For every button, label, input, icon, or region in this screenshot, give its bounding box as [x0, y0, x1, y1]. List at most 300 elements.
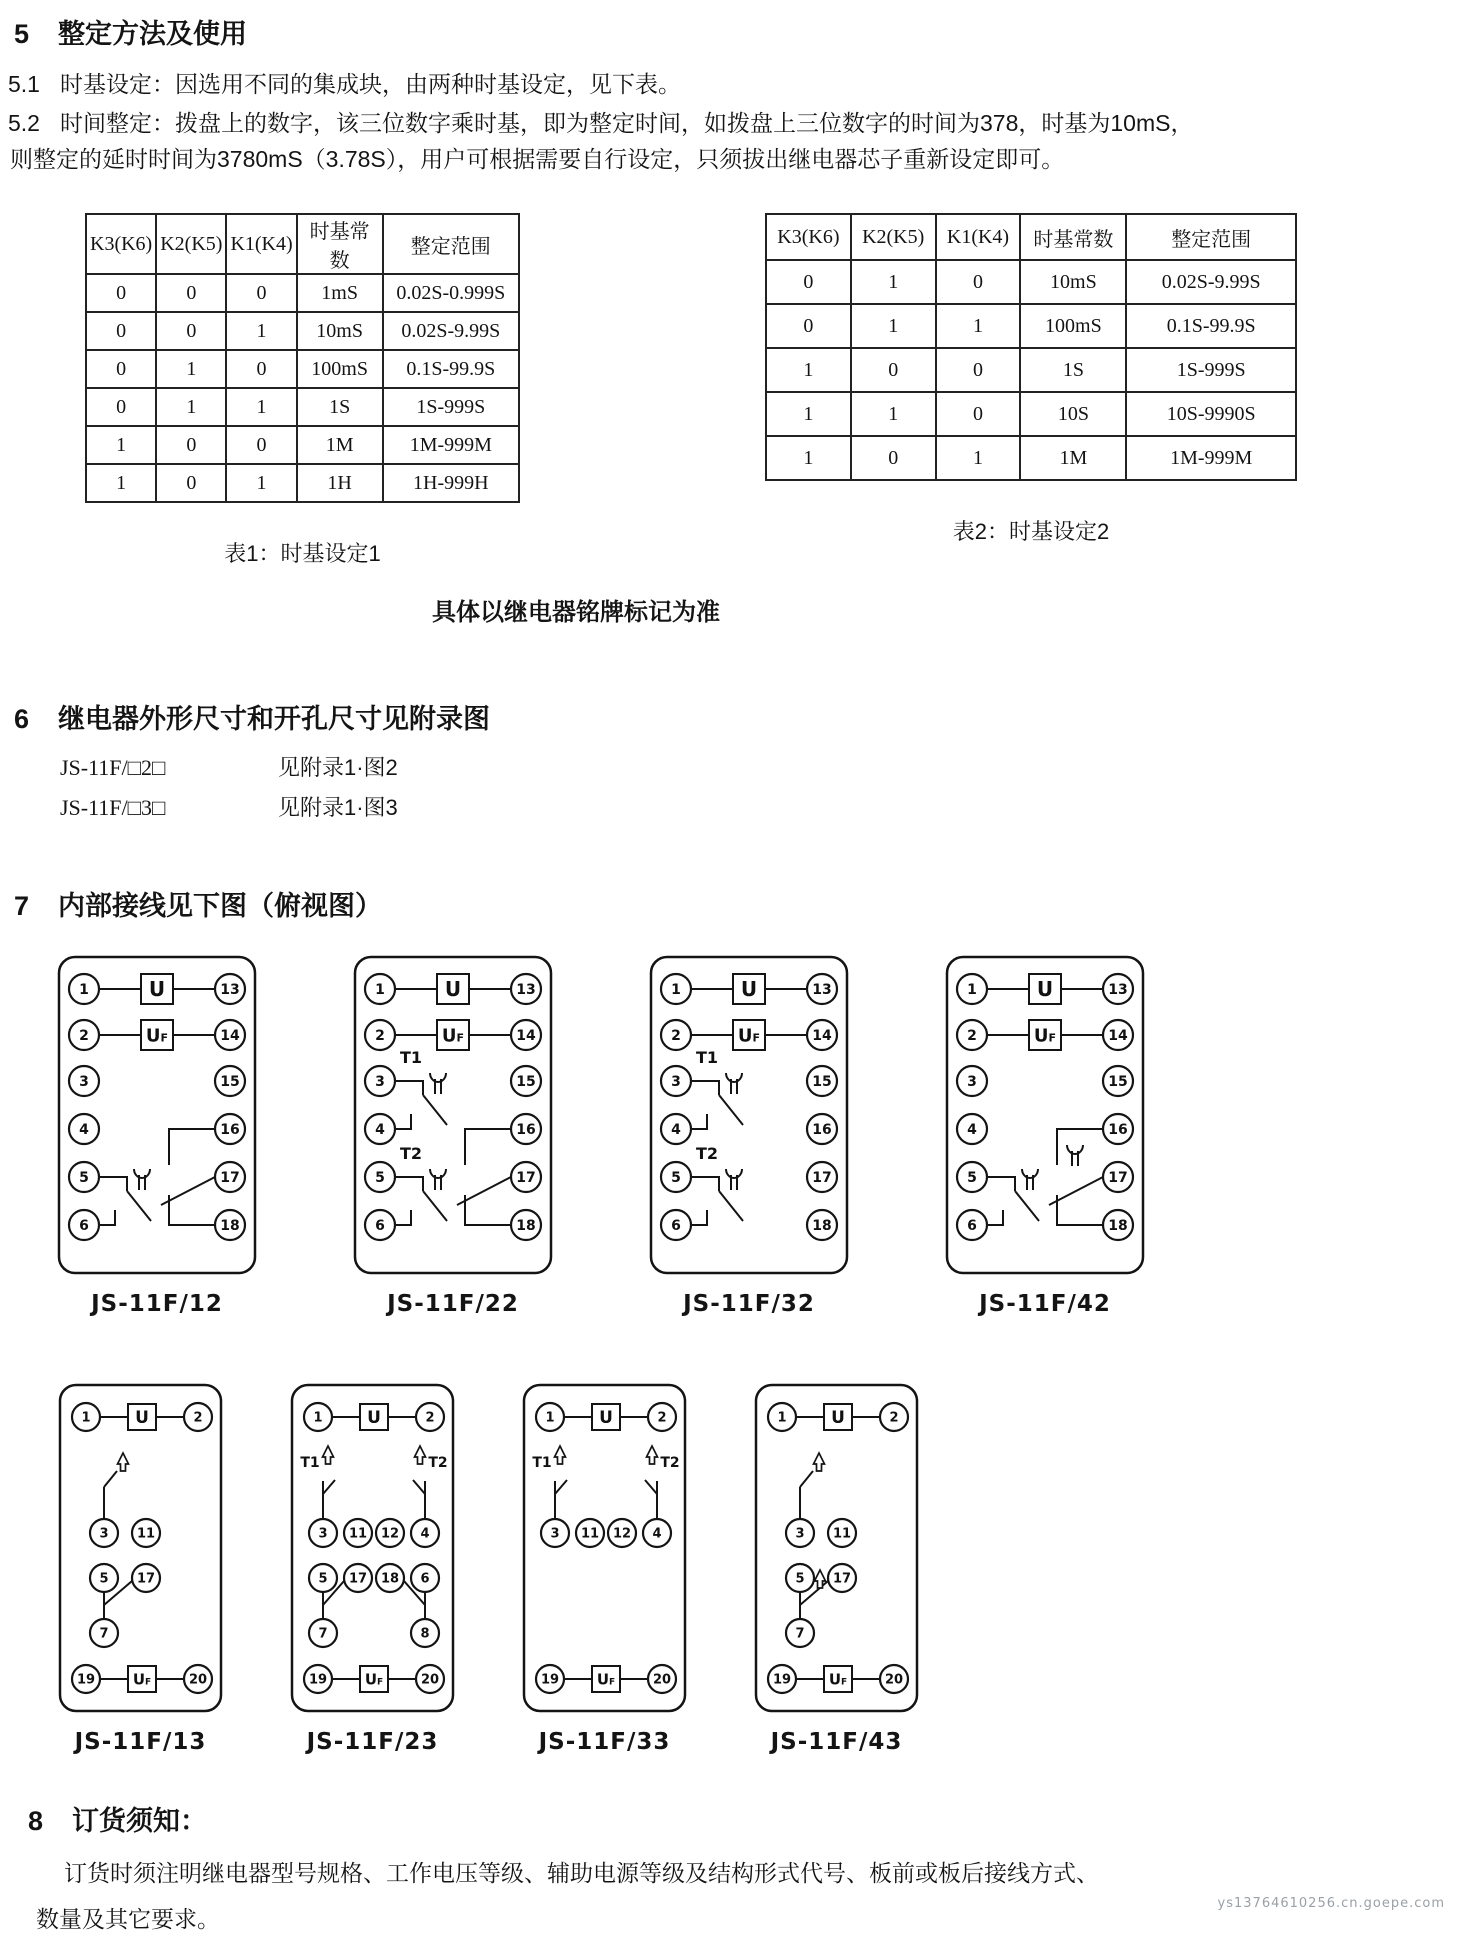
table-cell: 0 [851, 348, 936, 392]
wiring-diagram-svg [290, 1383, 455, 1713]
table-row [766, 392, 1296, 436]
pin-20 [416, 1665, 444, 1693]
table-cell: 0 [226, 350, 296, 388]
pin-3 [309, 1519, 337, 1547]
svg-text:13: 13 [516, 982, 536, 999]
table-cell: 1 [226, 312, 296, 350]
table-cell: 1 [851, 392, 936, 436]
table-cell: 1 [86, 426, 156, 464]
pin-1 [957, 974, 987, 1004]
pin-3 [957, 1066, 987, 1096]
section5-heading [0, 12, 1461, 51]
svg-text:U: U [148, 977, 166, 1002]
svg-text:17: 17 [220, 1170, 240, 1187]
table-cell: 10mS [297, 312, 383, 350]
diagram-caption: JS-11F/13 [74, 1729, 207, 1755]
pin-7 [309, 1619, 337, 1647]
table2-block [765, 213, 1297, 546]
svg-text:20: 20 [884, 1672, 904, 1688]
svg-text:UF: UF [145, 1025, 169, 1047]
pin-3 [786, 1519, 814, 1547]
pin-4 [69, 1114, 99, 1144]
appendix-reference-item [0, 748, 1461, 788]
pin-5 [957, 1162, 987, 1192]
ordering-notes-line2: 数量及其它要求。 [36, 1906, 220, 1932]
pin-2 [184, 1403, 212, 1431]
pin-15 [511, 1066, 541, 1096]
svg-text:5: 5 [318, 1571, 328, 1587]
terminal-box-UF [437, 1020, 469, 1050]
pin-13 [215, 974, 245, 1004]
pin-16 [1103, 1114, 1133, 1144]
table-cell: 0 [766, 304, 851, 348]
pin-17 [807, 1162, 837, 1192]
column-header: K1(K4) [226, 214, 296, 274]
section6-heading [0, 697, 1461, 736]
svg-text:18: 18 [1108, 1218, 1128, 1235]
pin-3 [661, 1066, 691, 1096]
section6-title: 继电器外形尺寸和开孔尺寸见附录图 [58, 704, 490, 734]
pin-2 [661, 1020, 691, 1050]
diagram-caption: JS-11F/43 [770, 1729, 903, 1755]
column-header: K2(K5) [156, 214, 226, 274]
pin-12 [608, 1519, 636, 1547]
svg-text:U: U [444, 977, 462, 1002]
pin-8 [411, 1619, 439, 1647]
table-cell: 1M [1020, 436, 1126, 480]
table-cell: 1M-999M [1126, 436, 1296, 480]
svg-text:3: 3 [967, 1074, 977, 1091]
diagram-border [60, 1385, 221, 1711]
pin-2 [957, 1020, 987, 1050]
wiring-diagram-svg [754, 1383, 919, 1713]
table-cell: 1M [297, 426, 383, 464]
pin-1 [536, 1403, 564, 1431]
section7-number: 7 [14, 891, 30, 921]
svg-text:20: 20 [420, 1672, 440, 1688]
pin-1 [661, 974, 691, 1004]
pin-13 [807, 974, 837, 1004]
pin-5 [786, 1564, 814, 1592]
pin-11 [344, 1519, 372, 1547]
appendix-reference-list [0, 748, 1461, 828]
table-cell: 1S [297, 388, 383, 426]
diagram-js-11f-13 [58, 1383, 223, 1755]
pin-4 [411, 1519, 439, 1547]
table-cell: 10S [1020, 392, 1126, 436]
section8-heading [0, 1799, 1461, 1838]
table-header-row [86, 214, 519, 274]
svg-text:U: U [740, 977, 758, 1002]
diagram-js-11f-22 [353, 955, 553, 1317]
table-cell: 1S-999S [1126, 348, 1296, 392]
terminal-box-UF [141, 1020, 173, 1050]
pin-17 [828, 1564, 856, 1592]
svg-text:19: 19 [772, 1672, 792, 1688]
pin-17 [215, 1162, 245, 1192]
pin-2 [648, 1403, 676, 1431]
appendix-ref: 见附录1·图2 [278, 755, 398, 780]
pin-12 [376, 1519, 404, 1547]
pin-5 [365, 1162, 395, 1192]
svg-text:6: 6 [671, 1218, 681, 1235]
svg-text:17: 17 [812, 1170, 832, 1187]
svg-text:3: 3 [375, 1074, 385, 1091]
terminal-box-U [592, 1404, 620, 1430]
svg-text:3: 3 [795, 1526, 805, 1542]
watermark: ys13764610256.cn.goepe.com [1217, 1896, 1445, 1911]
svg-text:19: 19 [540, 1672, 560, 1688]
svg-text:11: 11 [136, 1526, 156, 1542]
svg-text:15: 15 [1108, 1074, 1128, 1091]
pin-20 [184, 1665, 212, 1693]
svg-text:4: 4 [671, 1122, 681, 1139]
diagram-border [756, 1385, 917, 1711]
pin-14 [807, 1020, 837, 1050]
table-cell: 1H-999H [383, 464, 519, 502]
section8-number: 8 [28, 1806, 44, 1836]
svg-text:UF: UF [828, 1670, 848, 1689]
diagram-js-11f-33 [522, 1383, 687, 1755]
pin-15 [215, 1066, 245, 1096]
svg-text:17: 17 [136, 1571, 156, 1587]
contact-label: T2 [695, 1144, 719, 1163]
svg-text:20: 20 [652, 1672, 672, 1688]
table-row [86, 350, 519, 388]
pin-19 [72, 1665, 100, 1693]
svg-text:15: 15 [812, 1074, 832, 1091]
pin-1 [72, 1403, 100, 1431]
svg-text:14: 14 [220, 1028, 240, 1045]
wiring-diagram-svg [649, 955, 849, 1275]
svg-text:1: 1 [671, 982, 681, 999]
svg-text:2: 2 [657, 1410, 667, 1426]
svg-text:2: 2 [79, 1028, 89, 1045]
pin-1 [365, 974, 395, 1004]
pin-2 [880, 1403, 908, 1431]
column-header: K1(K4) [936, 214, 1021, 260]
svg-text:16: 16 [812, 1122, 832, 1139]
pin-6 [957, 1210, 987, 1240]
svg-text:6: 6 [967, 1218, 977, 1235]
svg-text:12: 12 [612, 1526, 632, 1542]
svg-text:UF: UF [1033, 1025, 1057, 1047]
paragraph-5-2-number: 5.2 [8, 110, 40, 136]
pin-6 [365, 1210, 395, 1240]
table-cell: 0.02S-0.999S [383, 274, 519, 312]
pin-3 [365, 1066, 395, 1096]
table-cell: 0 [936, 260, 1021, 304]
svg-text:5: 5 [99, 1571, 109, 1587]
svg-text:14: 14 [516, 1028, 536, 1045]
pin-13 [511, 974, 541, 1004]
table-row [766, 348, 1296, 392]
svg-text:U: U [1036, 977, 1054, 1002]
svg-text:UF: UF [737, 1025, 761, 1047]
paragraph-5-2-line1: 时间整定：拨盘上的数字，该三位数字乘时基，即为整定时间，如拨盘上三位数字的时间为378，时基为10mS， [60, 110, 1194, 136]
svg-text:U: U [367, 1408, 381, 1429]
table-cell: 0 [156, 464, 226, 502]
table-cell: 0 [86, 312, 156, 350]
pin-1 [69, 974, 99, 1004]
relay-model: JS-11F/□2□ [60, 755, 166, 780]
svg-text:4: 4 [652, 1526, 662, 1542]
svg-text:4: 4 [375, 1122, 385, 1139]
svg-text:4: 4 [967, 1122, 977, 1139]
svg-text:15: 15 [220, 1074, 240, 1091]
table-cell: 0 [86, 274, 156, 312]
table-cell: 0 [156, 312, 226, 350]
table-cell: 0 [156, 426, 226, 464]
contact-label: T2 [660, 1455, 680, 1471]
diagram-border [292, 1385, 453, 1711]
svg-text:3: 3 [318, 1526, 328, 1542]
svg-text:UF: UF [596, 1670, 616, 1689]
svg-text:2: 2 [967, 1028, 977, 1045]
table-cell: 1 [851, 260, 936, 304]
svg-text:1: 1 [375, 982, 385, 999]
table-row [766, 304, 1296, 348]
pin-2 [416, 1403, 444, 1431]
table-cell: 0.02S-9.99S [1126, 260, 1296, 304]
pin-3 [69, 1066, 99, 1096]
column-header: K2(K5) [851, 214, 936, 260]
table-cell: 1H [297, 464, 383, 502]
diagram-caption: JS-11F/22 [387, 1291, 519, 1317]
table-row [86, 464, 519, 502]
diagram-caption: JS-11F/32 [683, 1291, 815, 1317]
column-header: K3(K6) [766, 214, 851, 260]
nameplate-note: 具体以继电器铭牌标记为准 [432, 599, 720, 626]
pin-4 [365, 1114, 395, 1144]
svg-text:14: 14 [1108, 1028, 1128, 1045]
table-cell: 1M-999M [383, 426, 519, 464]
pin-19 [768, 1665, 796, 1693]
pin-15 [1103, 1066, 1133, 1096]
svg-text:7: 7 [318, 1626, 328, 1642]
section6-number: 6 [14, 704, 30, 734]
pin-5 [309, 1564, 337, 1592]
paragraph-5-2 [0, 105, 1461, 177]
diagram-js-11f-32 [649, 955, 849, 1317]
table-cell: 1 [766, 392, 851, 436]
pin-18 [376, 1564, 404, 1592]
pin-4 [643, 1519, 671, 1547]
table-cell: 1 [936, 304, 1021, 348]
table-cell: 0 [226, 274, 296, 312]
paragraph-5-1-text: 时基设定：因选用不同的集成块，由两种时基设定，见下表。 [60, 71, 681, 97]
table-cell: 0 [86, 350, 156, 388]
terminal-box-UF [733, 1020, 765, 1050]
wiring-diagram-svg [945, 955, 1145, 1275]
svg-text:17: 17 [1108, 1170, 1128, 1187]
section7-heading [0, 884, 1461, 923]
svg-text:13: 13 [220, 982, 240, 999]
wiring-diagram [522, 1383, 687, 1713]
table-cell: 1 [936, 436, 1021, 480]
contact-label: T1 [300, 1455, 320, 1471]
pin-14 [511, 1020, 541, 1050]
svg-text:16: 16 [516, 1122, 536, 1139]
pin-7 [786, 1619, 814, 1647]
svg-text:4: 4 [79, 1122, 89, 1139]
contact-label: T2 [399, 1144, 423, 1163]
contact-label: T1 [399, 1048, 423, 1067]
paragraph-5-2-line1-row [0, 105, 1461, 141]
table-row [766, 260, 1296, 304]
pin-2 [365, 1020, 395, 1050]
table-cell: 0 [766, 260, 851, 304]
appendix-reference-item [0, 788, 1461, 828]
svg-text:UF: UF [441, 1025, 465, 1047]
table-row [86, 274, 519, 312]
pin-17 [511, 1162, 541, 1192]
section7-title: 内部接线见下图（俯视图） [58, 891, 382, 921]
table-cell: 0 [156, 274, 226, 312]
svg-text:19: 19 [308, 1672, 328, 1688]
pin-11 [132, 1519, 160, 1547]
table-cell: 0.1S-99.9S [1126, 304, 1296, 348]
contact-label: T2 [428, 1455, 448, 1471]
svg-text:1: 1 [313, 1410, 323, 1426]
table-cell: 0.02S-9.99S [383, 312, 519, 350]
pin-6 [69, 1210, 99, 1240]
wiring-diagrams-row-2 [0, 1383, 1461, 1755]
pin-17 [1103, 1162, 1133, 1192]
table-cell: 1 [86, 464, 156, 502]
pin-16 [511, 1114, 541, 1144]
svg-text:6: 6 [79, 1218, 89, 1235]
wiring-diagram [58, 1383, 223, 1713]
svg-text:3: 3 [79, 1074, 89, 1091]
wiring-diagram [754, 1383, 919, 1713]
column-header: 整定范围 [1126, 214, 1296, 260]
svg-text:5: 5 [375, 1170, 385, 1187]
table-cell: 0 [936, 392, 1021, 436]
wiring-diagram [290, 1383, 455, 1713]
paragraph-5-1 [0, 67, 1461, 101]
pin-19 [304, 1665, 332, 1693]
pin-5 [69, 1162, 99, 1192]
pin-19 [536, 1665, 564, 1693]
pin-3 [541, 1519, 569, 1547]
pin-3 [90, 1519, 118, 1547]
section8-title: 订货须知： [72, 1806, 207, 1836]
pin-11 [576, 1519, 604, 1547]
table-cell: 0 [226, 426, 296, 464]
time-base-table-2 [765, 213, 1297, 481]
table-cell: 1mS [297, 274, 383, 312]
terminal-box-U [824, 1404, 852, 1430]
wiring-diagram [353, 955, 553, 1275]
svg-text:14: 14 [812, 1028, 832, 1045]
column-header: 时基常数 [1020, 214, 1126, 260]
table-cell: 1 [851, 304, 936, 348]
wiring-diagram [945, 955, 1145, 1275]
wiring-diagram [57, 955, 257, 1275]
svg-text:19: 19 [76, 1672, 96, 1688]
table1-block [85, 213, 520, 568]
svg-text:7: 7 [795, 1626, 805, 1642]
diagram-js-11f-43 [754, 1383, 919, 1755]
diagram-caption: JS-11F/33 [538, 1729, 671, 1755]
svg-text:11: 11 [580, 1526, 600, 1542]
time-base-table-1 [85, 213, 520, 503]
terminal-box-U [437, 974, 469, 1004]
column-header: 时基常数 [297, 214, 383, 274]
svg-text:8: 8 [420, 1626, 430, 1642]
time-base-tables [0, 213, 1461, 568]
wiring-diagram-svg [353, 955, 553, 1275]
svg-text:13: 13 [1108, 982, 1128, 999]
pin-15 [807, 1066, 837, 1096]
pin-20 [648, 1665, 676, 1693]
pin-13 [1103, 974, 1133, 1004]
svg-text:3: 3 [671, 1074, 681, 1091]
svg-text:U: U [831, 1408, 845, 1429]
pin-11 [828, 1519, 856, 1547]
pin-4 [957, 1114, 987, 1144]
table-cell: 0 [86, 388, 156, 426]
svg-text:3: 3 [99, 1526, 109, 1542]
pin-4 [661, 1114, 691, 1144]
svg-text:4: 4 [420, 1526, 430, 1542]
table-row [86, 388, 519, 426]
terminal-box-UF [128, 1666, 156, 1692]
svg-text:7: 7 [99, 1626, 109, 1642]
svg-text:2: 2 [375, 1028, 385, 1045]
terminal-box-U [141, 974, 173, 1004]
table-row [86, 312, 519, 350]
svg-text:1: 1 [79, 982, 89, 999]
pin-17 [132, 1564, 160, 1592]
wiring-diagrams-row-1 [0, 955, 1461, 1317]
svg-text:11: 11 [348, 1526, 368, 1542]
svg-text:U: U [135, 1408, 149, 1429]
pin-18 [511, 1210, 541, 1240]
relay-model: JS-11F/□3□ [60, 795, 166, 820]
terminal-box-U [128, 1404, 156, 1430]
svg-text:5: 5 [967, 1170, 977, 1187]
svg-text:1: 1 [81, 1410, 91, 1426]
terminal-box-UF [360, 1666, 388, 1692]
table-cell: 0.1S-99.9S [383, 350, 519, 388]
terminal-box-U [1029, 974, 1061, 1004]
svg-text:13: 13 [812, 982, 832, 999]
table-cell: 10mS [1020, 260, 1126, 304]
pin-6 [661, 1210, 691, 1240]
terminal-box-U [733, 974, 765, 1004]
table2-caption: 表2：时基设定2 [952, 519, 1110, 544]
terminal-box-UF [592, 1666, 620, 1692]
contact-label: T1 [695, 1048, 719, 1067]
diagram-js-11f-23 [290, 1383, 455, 1755]
diagram-caption: JS-11F/12 [91, 1291, 223, 1317]
svg-text:12: 12 [380, 1526, 400, 1542]
table-cell: 100mS [1020, 304, 1126, 348]
column-header: K3(K6) [86, 214, 156, 274]
svg-text:16: 16 [220, 1122, 240, 1139]
svg-text:18: 18 [220, 1218, 240, 1235]
diagram-border [524, 1385, 685, 1711]
svg-text:18: 18 [516, 1218, 536, 1235]
paragraph-5-1-number: 5.1 [8, 71, 40, 97]
svg-text:5: 5 [795, 1571, 805, 1587]
table-cell: 1 [766, 436, 851, 480]
svg-text:6: 6 [420, 1571, 430, 1587]
diagram-caption: JS-11F/42 [979, 1291, 1111, 1317]
svg-text:U: U [599, 1408, 613, 1429]
